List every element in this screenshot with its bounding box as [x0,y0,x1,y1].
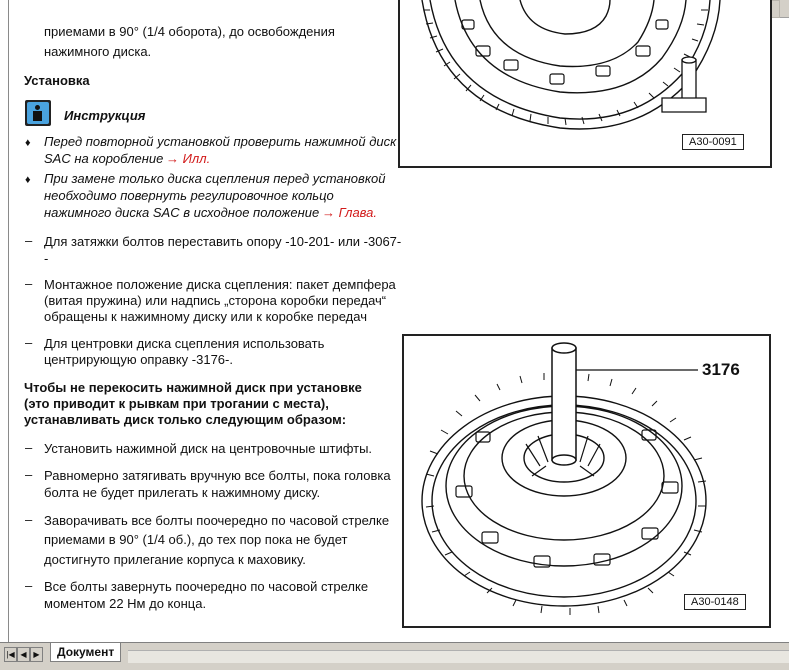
section-heading-install: Установка [24,73,90,88]
bullet-diamond-icon: ♦ [25,137,31,149]
tab-next-button[interactable]: ▶ [30,647,43,662]
dash-marker: – [25,233,33,248]
dash-marker: – [25,276,33,291]
dash-marker: – [25,512,33,527]
figure-a30-0091 [398,0,772,168]
warning-line-1: Чтобы не перекосить нажимной диск при установке [24,380,362,395]
tab-first-button[interactable]: |◀ [4,647,17,662]
link-illustration[interactable]: → Илл. [166,151,211,166]
bullet-diamond-icon: ♦ [25,174,31,186]
dash-marker: – [25,335,33,350]
horizontal-scrollbar[interactable] [128,650,789,663]
warning-line-3: устанавливать диск только следующим образом: [24,412,347,427]
info-icon [25,100,51,126]
step7-line-2: моментом 22 Нм до конца. [44,596,207,611]
instruction-title: Инструкция [64,108,146,123]
dash-marker: – [25,467,33,482]
dash-marker: – [25,440,33,455]
step5-line-2: болта не будет прилегать к нажимному диску. [44,485,321,500]
step1-line-2: - [44,251,49,266]
bullet1-line-2: SAC на коробление [44,151,164,166]
continuation-line-1: приемами в 90° (1/4 оборота), до освобождения [44,24,335,39]
step2-line-1: Монтажное положение диска сцепления: пакет демпфера [44,277,396,292]
tool-callout-3176: 3176 [702,360,740,379]
figure-1-label: A30-0091 [682,134,744,150]
warning-line-2: (это приводит к рывкам при трогании с места), [24,396,329,411]
step2-line-3: обращены к нажимному диску или к коробке передач [44,309,367,324]
step6-line-1: Заворачивать все болты поочередно по часовой стрелке [44,513,390,528]
left-frame-border [0,0,9,642]
bullet1-line-1: Перед повторной установкой проверить нажимной диск [44,134,397,149]
tab-document[interactable]: Документ [50,643,121,662]
tab-prev-button[interactable]: ◀ [17,647,30,662]
bullet2-line-1: При замене только диска сцепления перед установкой [44,171,386,186]
step7-line-1: Все болты завернуть поочередно по часовой стрелке [44,579,369,594]
step3-line-2: центрирующую оправку -3176-. [44,352,233,367]
step4-text: Установить нажимной диск на центровочные штифты. [44,441,373,456]
document-tab-bar [0,642,789,670]
step6-line-2: приемами в 90° (1/4 об.), до тех пор пока не будет [44,532,348,547]
bullet2-line-2: необходимо повернуть регулировочное кольцо [44,188,334,203]
figure-a30-0148 [402,334,771,628]
step3-line-1: Для центровки диска сцепления использовать [44,336,325,351]
step2-line-2: (витая пружина) или надпись „сторона коробки передач“ [44,293,387,308]
figure-2-label: A30-0148 [684,594,746,610]
step6-line-3: достигнуто прилегание корпуса к маховику. [44,552,306,567]
dash-marker: – [25,578,33,593]
step5-line-1: Равномерно затягивать вручную все болты, пока головка [44,468,391,483]
bullet2-line-3: нажимного диска SAC в исходное положение [44,205,320,220]
step1-line-1: Для затяжки болтов переставить опору -10-201- или -3067- [44,234,402,249]
link-chapter[interactable]: → Глава. [322,205,378,220]
continuation-line-2: нажимного диска. [44,44,152,59]
